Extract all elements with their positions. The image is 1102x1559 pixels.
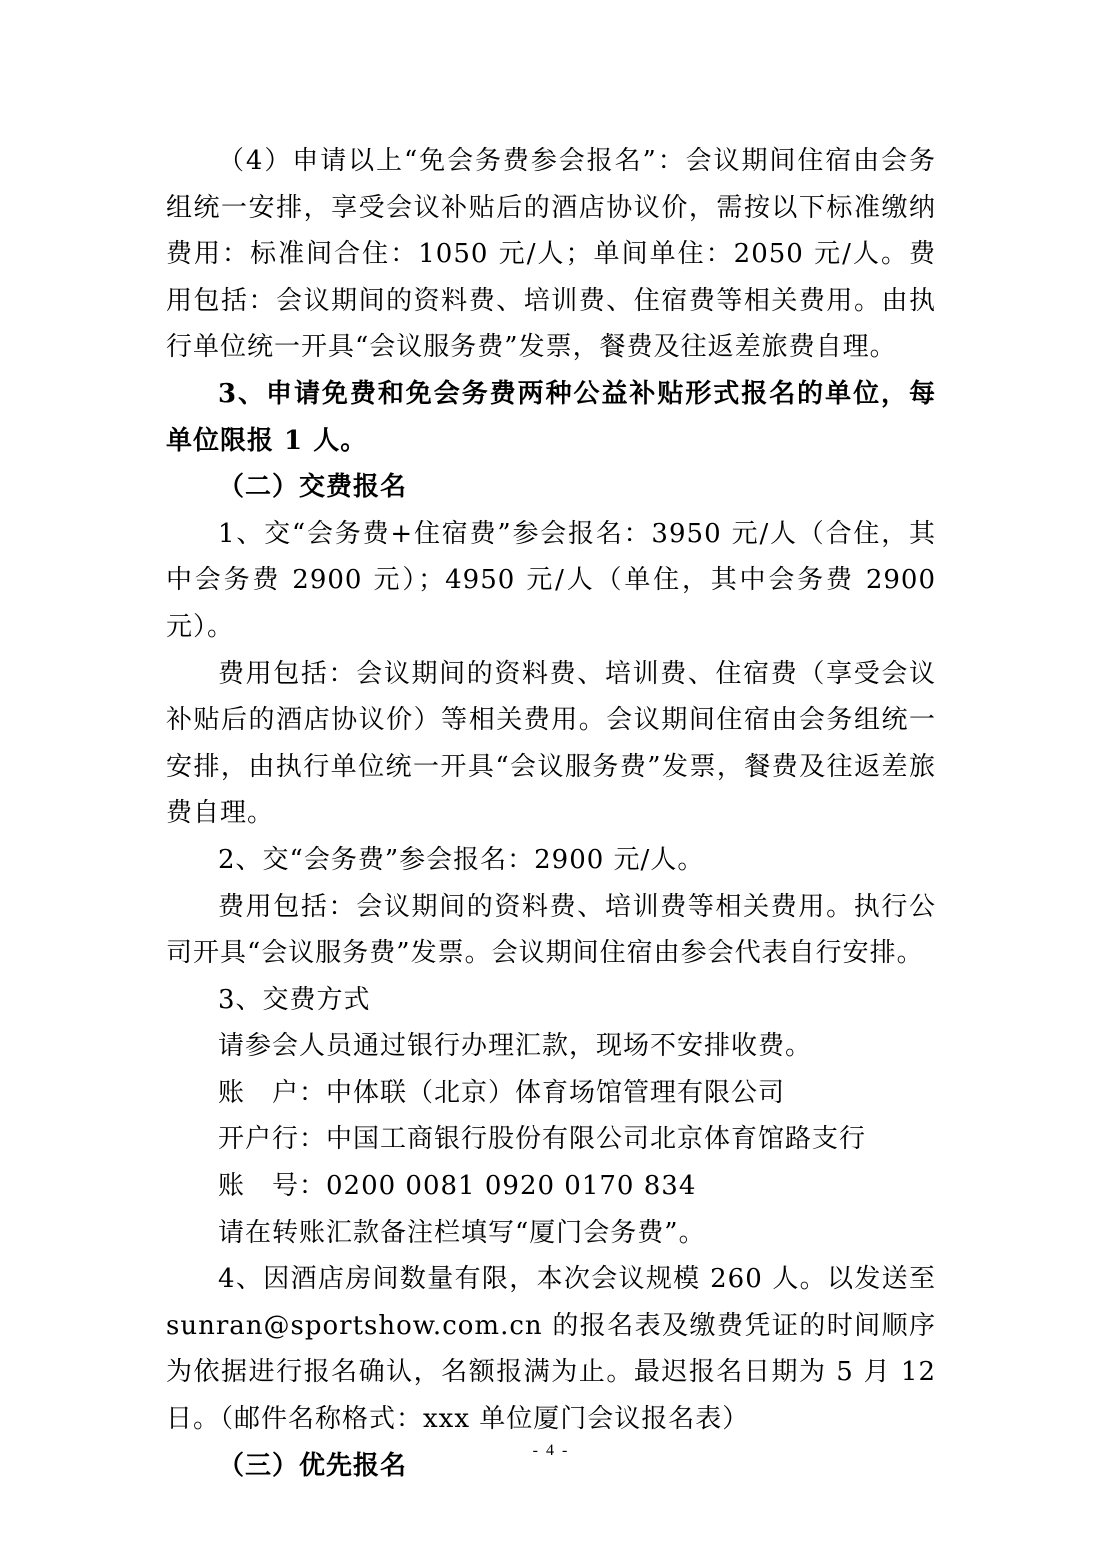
- paragraph-fee-includes: 费用包括：会议期间的资料费、培训费等相关费用。执行公司开具“会议服务费”发票。会议期间住宿由参会代表自行安排。: [166, 891, 936, 969]
- paragraph-remittance-note: 请在转账汇款备注栏填写“厦门会务费”。: [218, 1217, 706, 1248]
- document-body: [166, 138, 936, 1489]
- paragraph-fee-only: 2、交“会务费”参会报名：2900 元/人。: [218, 844, 705, 875]
- paragraph-registration-deadline: 4、因酒店房间数量有限，本次会议规模 260 人。以发送至 sunran@sportshow.com.cn 的报名表及缴费凭证的时间顺序为依据进行报名确认，名额报满为止。最迟报名日期为 5 月 12 日。（邮件名称格式：xxx 单位厦门会议报名表）: [166, 1264, 936, 1435]
- paragraph-fee-plus-lodging: 1、交“会务费+住宿费”参会报名：3950 元/人（合住，其中会务费 2900 元）；4950 元/人（单住，其中会务费 2900 元）。: [166, 518, 936, 642]
- section-heading-priority-registration: （三）优先报名: [218, 1450, 408, 1481]
- account-name-line: 账 户：中体联（北京）体育场馆管理有限公司: [218, 1077, 786, 1108]
- paragraph-payment-method: 3、交费方式: [218, 984, 371, 1015]
- section-heading-paid-registration: （二）交费报名: [218, 472, 408, 503]
- page-number: - 4 -: [532, 1442, 570, 1459]
- bank-name-line: 开户行：中国工商银行股份有限公司北京体育馆路支行: [218, 1124, 867, 1155]
- account-number-line: 账 号：0200 0081 0920 0170 834: [218, 1171, 697, 1202]
- paragraph-registration-limit: 3、申请免费和免会务费两种公益补贴形式报名的单位，每单位限报 1 人。: [166, 378, 936, 456]
- paragraph-waived-fee-registration: （4）申请以上“免会务费参会报名”：会议期间住宿由会务组统一安排，享受会议补贴后的酒店协议价，需按以下标准缴纳费用：标准间合住：1050 元/人；单间单住：2050 元/人。费用包括：会议期间的资料费、培训费、住宿费等相关费用。由执行单位统一开具“会议服务费”发票，餐费及往返差旅费自理。: [166, 146, 936, 363]
- paragraph-bank-transfer-note: 请参会人员通过银行办理汇款，现场不安排收费。: [218, 1031, 813, 1062]
- paragraph-fee-includes-lodging: 费用包括：会议期间的资料费、培训费、住宿费（享受会议补贴后的酒店协议价）等相关费用。会议期间住宿由会务组统一安排，由执行单位统一开具“会议服务费”发票，餐费及往返差旅费自理。: [166, 658, 936, 829]
